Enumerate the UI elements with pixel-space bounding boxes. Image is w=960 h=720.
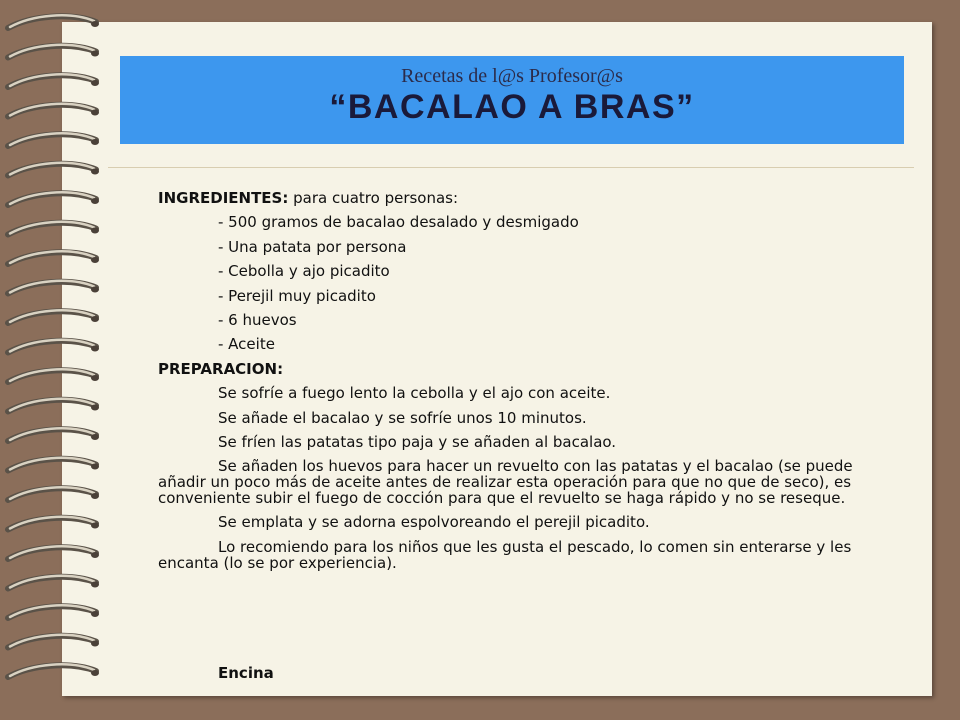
binding-hole <box>91 316 99 322</box>
ingredients-heading: INGREDIENTES: <box>158 189 289 207</box>
binding-hole <box>91 582 99 588</box>
binding-hole <box>91 523 99 529</box>
preparation-step: Se sofríe a fuego lento la cebolla y el ajo con aceite. <box>218 384 611 403</box>
ingredient-item: - Aceite <box>218 335 275 354</box>
ingredient-item: - Cebolla y ajo picadito <box>218 262 390 281</box>
binding-hole <box>91 464 99 470</box>
binding-hole <box>91 21 99 27</box>
preparation-step: Se fríen las patatas tipo paja y se añaden al bacalao. <box>218 433 617 452</box>
recipe-title: “BACALAO A BRAS” <box>329 88 695 126</box>
binding-hole <box>91 257 99 263</box>
binding-hole <box>91 346 99 352</box>
ingredients-intro: para cuatro personas: <box>288 189 459 207</box>
spiral-binding-rings <box>0 10 110 710</box>
preparation-note: Lo recomiendo para los niños que les gusta el pescado, lo comen sin enterarse y les encanta (lo se por experiencia). <box>158 537 852 572</box>
binding-hole <box>91 198 99 204</box>
binding-hole <box>91 169 99 175</box>
recipe-body <box>158 186 903 575</box>
divider-line <box>108 167 914 168</box>
binding-hole <box>91 670 99 676</box>
author-signature: Encina <box>218 664 274 682</box>
ingredients-line <box>158 186 903 210</box>
binding-hole <box>91 51 99 57</box>
binding-hole <box>91 228 99 234</box>
binding-hole <box>91 493 99 499</box>
binding-hole <box>91 287 99 293</box>
binding-hole <box>91 375 99 381</box>
binding-hole <box>91 110 99 116</box>
title-banner <box>120 56 904 144</box>
binding-hole <box>91 552 99 558</box>
binding-hole <box>91 434 99 440</box>
ingredient-item: - Perejil muy picadito <box>218 286 376 305</box>
binding-hole <box>91 405 99 411</box>
binding-hole <box>91 80 99 86</box>
ingredient-item: - 500 gramos de bacalao desalado y desmigado <box>218 213 579 232</box>
preparation-step: Se emplata y se adorna espolvoreando el perejil picadito. <box>218 513 650 532</box>
preparation-step: Se añade el bacalao y se sofríe unos 10 minutos. <box>218 408 587 427</box>
binding-hole <box>91 641 99 647</box>
preparation-step: Se añaden los huevos para hacer un revuelto con las patatas y el bacalao (se puede añadir un poco más de aceite antes de realizar esta operación para que no que de seco), es conveniente subir el fuego de cocción para que el revuelto se haga rápido y no se reseque. <box>158 457 853 508</box>
binding-hole <box>91 139 99 145</box>
preparation-heading: PREPARACION: <box>158 359 284 378</box>
recipe-collection-subtitle: Recetas de l@s Profesor@s <box>401 65 623 87</box>
ingredient-item: - Una patata por persona <box>218 237 407 256</box>
ingredient-item: - 6 huevos <box>218 311 297 330</box>
binding-hole <box>91 611 99 617</box>
